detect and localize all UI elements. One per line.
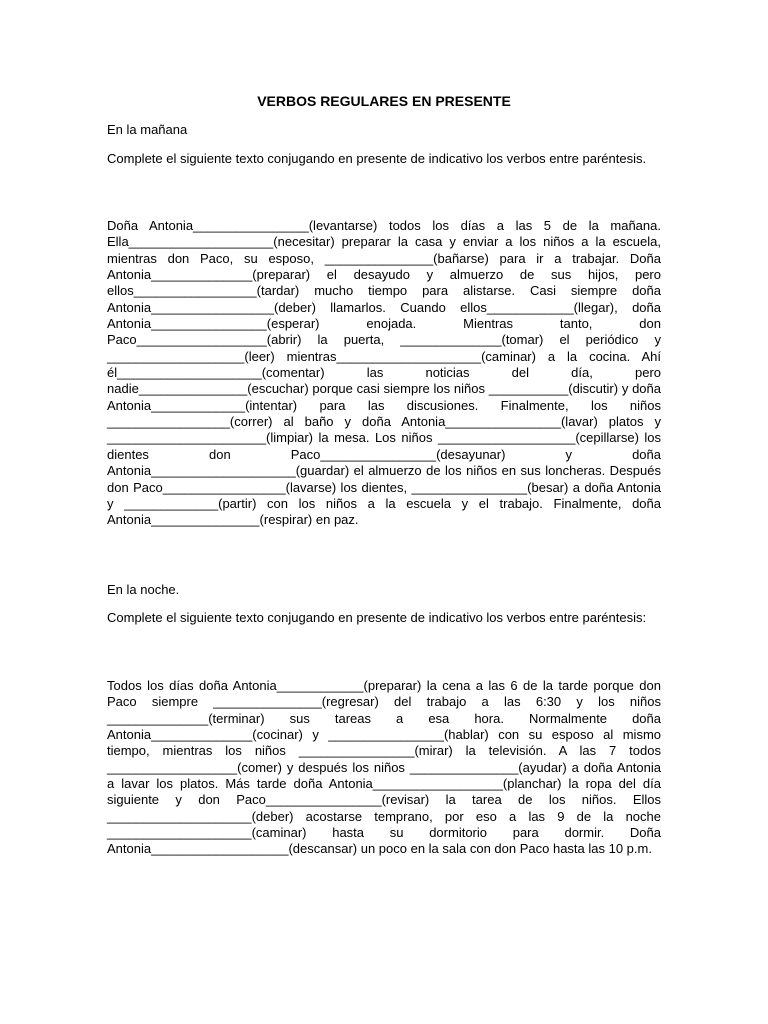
exercise-text-morning: Doña Antonia________________(levantarse) todos los días a las 5 de la mañana. Ella____________________(necesitar) preparar la casa y enviar a los niños a la escuela, mientras don Paco, su esposo, _______________(bañarse) para ir a trabajar. Doña Antonia______________(preparar) el desayudo y almuerzo de sus hijos, pero ellos_________________(tardar) mucho tiempo para alistarse. Casi siempre doña Antonia_________________(deber) llamarlos. Cuando ellos____________(llegar), doña Antonia________________(esperar) enojada. Mientras tanto, don Paco__________________(abrir) la puerta, ______________(tomar) el periódico y ___________________(leer) mientras____________________(caminar) a la cocina. Ahí él____________________(comentar) las noticias del día, pero nadie_______________(escuchar) porque casi siempre los niños ___________(discutir) y doña Antonia_____________(intentar) para las discusiones. Finalmente, los niños _________________(correr) al baño y doña Antonia________________(lavar) platos y ______________________(limpiar) la mesa. Los niños ___________________(cepillarse) los dientes don Paco________________(desayunar) y doña Antonia____________________(guardar) el almuerzo de los niños en sus loncheras. Después don Paco_________________(lavarse) los dientes, ________________(besar) a doña Antonia y _____________(partir) con los niños a la escuela y el trabajo. Finalmente, doña Antonia_______________(respirar) en paz. xyxy=(107,218,661,528)
instructions-morning: Complete el siguiente texto conjugando en presente de indicativo los verbos entre paréntesis. xyxy=(107,151,647,166)
section-heading-evening: En la noche. xyxy=(107,582,180,597)
instructions-evening: Complete el siguiente texto conjugando en presente de indicativo los verbos entre paréntesis: xyxy=(107,610,647,625)
page-title: VERBOS REGULARES EN PRESENTE xyxy=(257,93,511,109)
section-heading-morning: En la mañana xyxy=(107,122,188,137)
exercise-text-evening: Todos los días doña Antonia____________(preparar) la cena a las 6 de la tarde porque don Paco siempre _______________(regresar) del trabajo a las 6:30 y los niños ______________(terminar) sus tareas a esa hora. Normalmente doña Antonia______________(cocinar) y ________________(hablar) con su esposo al mismo tiempo, mientras los niños ________________(mirar) la televisión. A las 7 todos __________________(comer) y después los niños _______________(ayudar) a doña Antonia a lavar los platos. Más tarde doña Antonia__________________(planchar) la ropa del día siguiente y don Paco________________(revisar) la tarea de los niños. Ellos ____________________(deber) acostarse temprano, por eso a las 9 de la noche ____________________(caminar) hasta su dormitorio para dormir. Doña Antonia___________________(descansar) un poco en la sala con don Paco hasta las 10 p.m. xyxy=(107,678,661,857)
